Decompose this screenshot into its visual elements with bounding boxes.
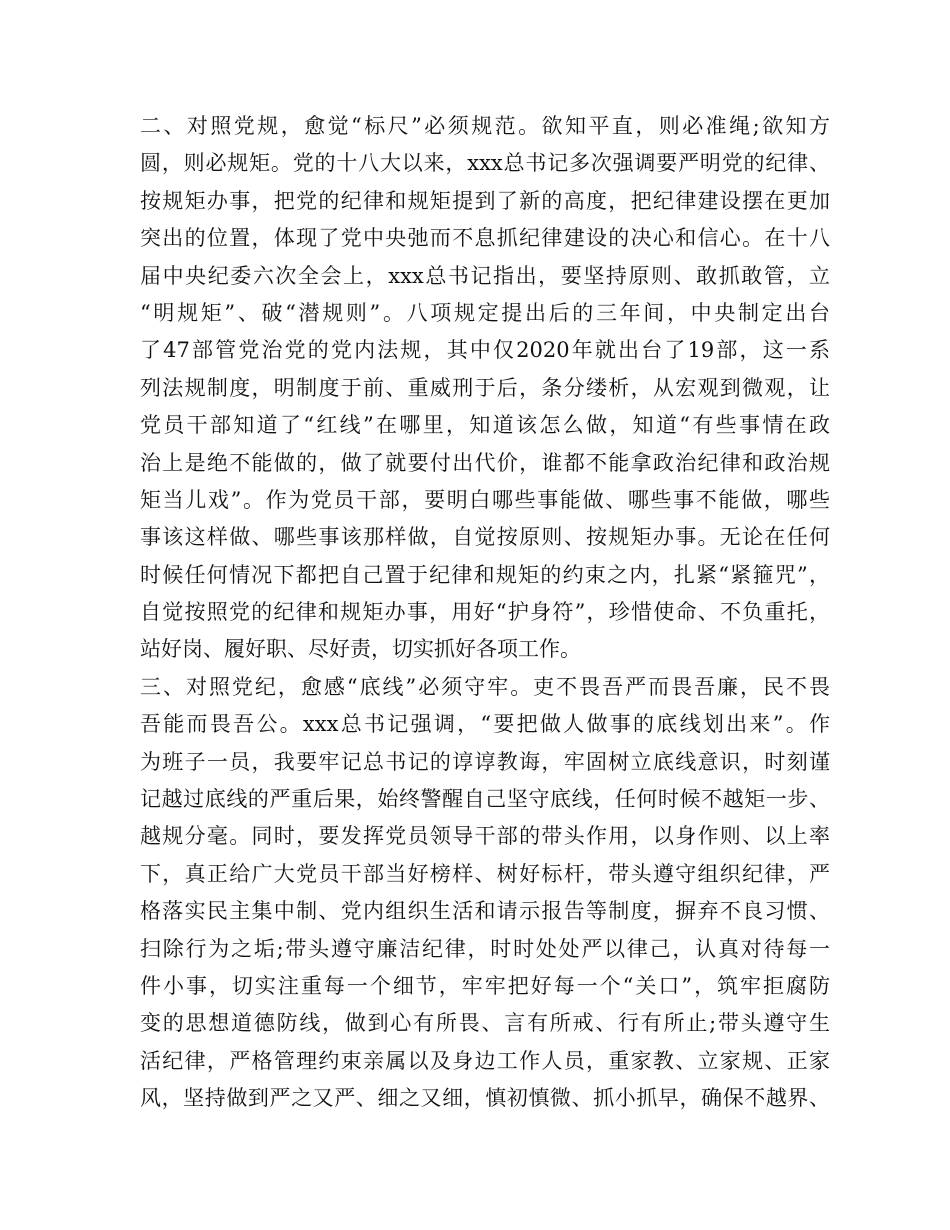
- text-line: 三、对照党纪，愈感“底线”必须守牢。吏不畏吾严而畏吾廉，民不畏: [140, 674, 830, 699]
- text-line: 突出的位置，体现了党中央弛而不息抓纪律建设的决心和信心。在十八: [140, 226, 830, 251]
- text-line: 变的思想道德防线，做到心有所畏、言有所戒、行有所止;带头遵守生: [140, 1011, 830, 1036]
- text-line: 届中央纪委六次全会上，xxx总书记指出，要坚持原则、敢抓敢管，立: [140, 263, 830, 288]
- text-line: 自觉按照党的纪律和规矩办事，用好“护身符”，珍惜使命、不负重托，: [140, 600, 830, 625]
- text-line: 矩当儿戏”。作为党员干部，要明白哪些事能做、哪些事不能做，哪些: [140, 487, 830, 512]
- text-line: 下，真正给广大党员干部当好榜样、树好标杆，带头遵守组织纪律，严: [140, 861, 830, 886]
- text-line: 治上是绝不能做的，做了就要付出代价，谁都不能拿政治纪律和政治规: [140, 450, 830, 475]
- text-line: 列法规制度，明制度于前、重威刑于后，条分缕析，从宏观到微观，让: [140, 375, 830, 400]
- text-line: 圆，则必规矩。党的十八大以来，xxx总书记多次强调要严明党的纪律、: [140, 151, 830, 176]
- text-line: 事该这样做、哪些事该那样做，自觉按原则、按规矩办事。无论在任何: [140, 525, 830, 550]
- text-line: 时候任何情况下都把自己置于纪律和规矩的约束之内，扎紧“紧箍咒”，: [140, 562, 830, 587]
- text-line: 扫除行为之垢;带头遵守廉洁纪律，时时处处严以律己，认真对待每一: [140, 936, 830, 961]
- text-line: 党员干部知道了“红线”在哪里，知道该怎么做，知道“有些事情在政: [140, 413, 830, 438]
- text-line: 格落实民主集中制、党内组织生活和请示报告等制度，摒弃不良习惯、: [140, 899, 830, 924]
- text-line: 风，坚持做到严之又严、细之又细，慎初慎微、抓小抓早，确保不越界、: [140, 1086, 830, 1111]
- text-line: 越规分毫。同时，要发挥党员领导干部的带头作用，以身作则、以上率: [140, 824, 830, 849]
- text-line: 吾能而畏吾公。xxx总书记强调，“要把做人做事的底线划出来”。作: [140, 712, 830, 737]
- text-line: 了47部管党治党的党内法规，其中仅2020年就出台了19部，这一系: [140, 338, 830, 363]
- text-line: 活纪律，严格管理约束亲属以及身边工作人员，重家教、立家规、正家: [140, 1048, 830, 1073]
- text-line: 记越过底线的严重后果，始终警醒自己坚守底线，任何时候不越矩一步、: [140, 787, 830, 812]
- text-line: “明规矩”、破“潜规则”。八项规定提出后的三年间，中央制定出台: [140, 300, 830, 325]
- text-line: 二、对照党规，愈觉“标尺”必须规范。欲知平直，则必准绳;欲知方: [140, 114, 830, 138]
- text-line: 件小事，切实注重每一个细节，牢牢把好每一个“关口”，筑牢拒腐防: [140, 973, 830, 998]
- text-line: 按规矩办事，把党的纪律和规矩提到了新的高度，把纪律建设摆在更加: [140, 188, 830, 213]
- text-line: 为班子一员，我要牢记总书记的谆谆教诲，牢固树立底线意识，时刻谨: [140, 749, 830, 774]
- body-text: [140, 108, 830, 1118]
- text-line: 站好岗、履好职、尽好责，切实抓好各项工作。: [140, 637, 581, 662]
